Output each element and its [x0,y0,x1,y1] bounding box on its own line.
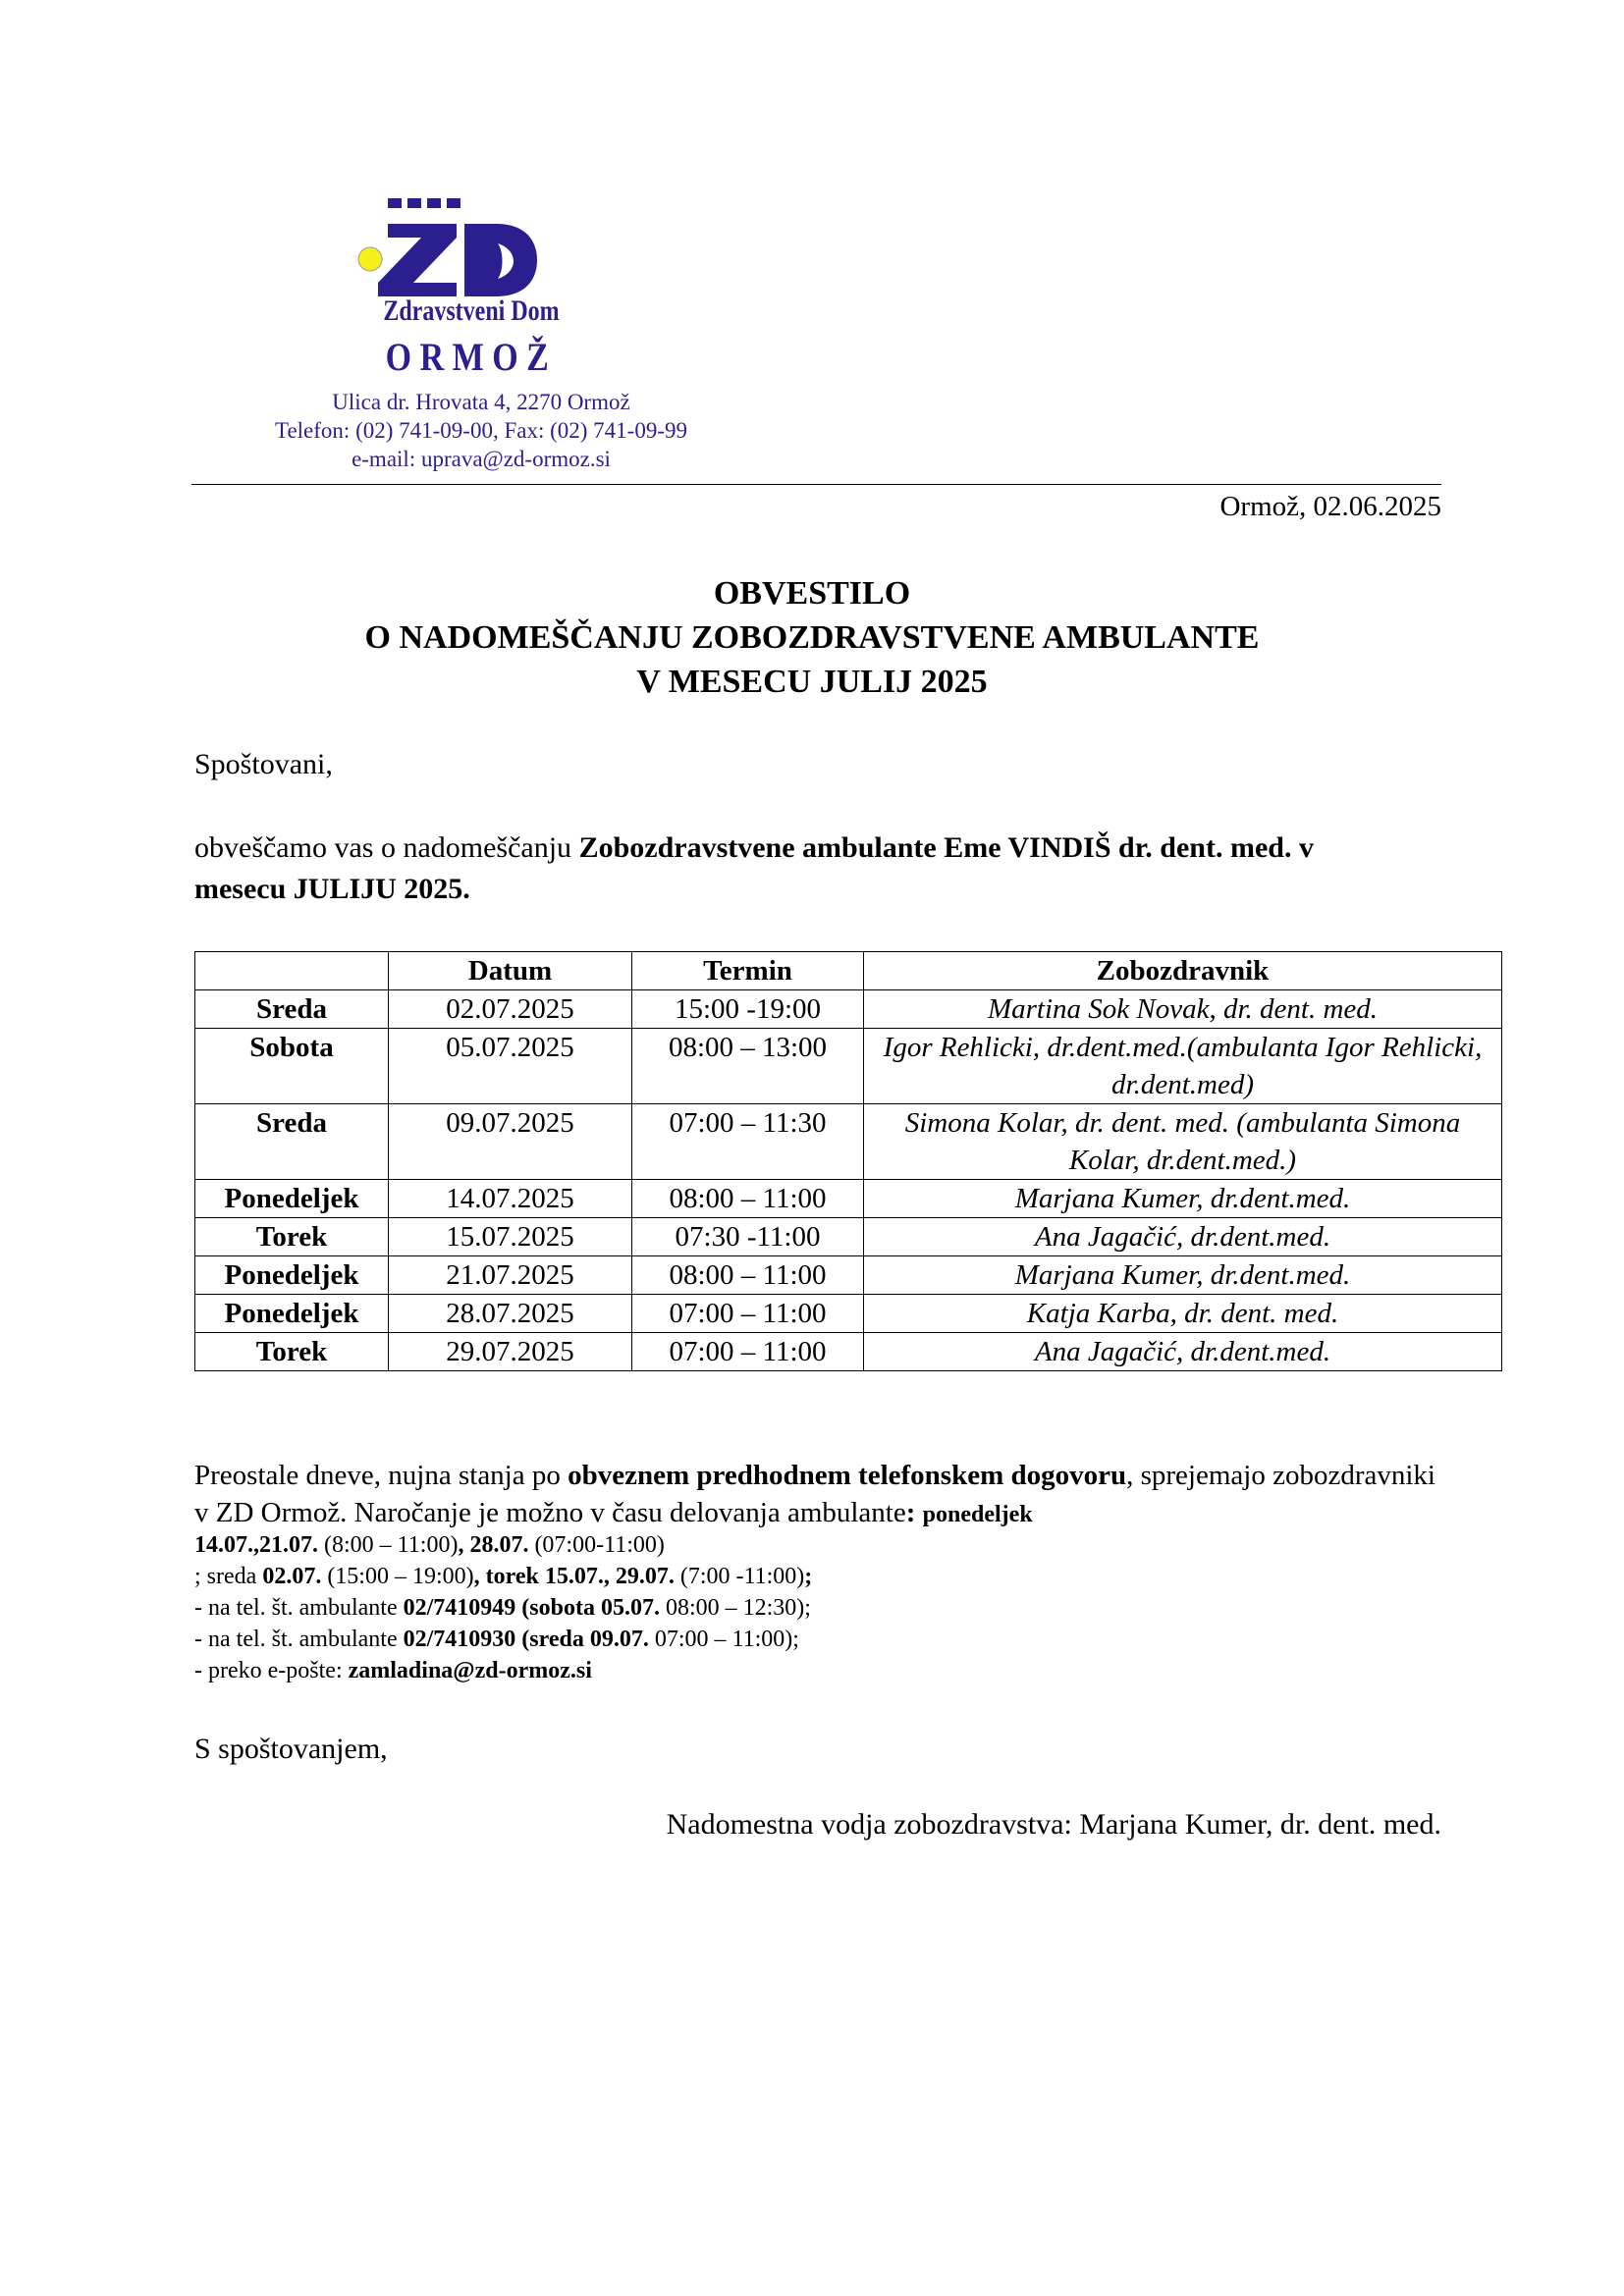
cell-day: Ponedeljek [195,1256,389,1295]
cell-date: 21.07.2025 [389,1256,632,1295]
cell-date: 15.07.2025 [389,1218,632,1256]
contact-line [194,1624,1446,1655]
header-dentist: Zobozdravnik [864,952,1502,990]
notice-colon: : [905,1497,923,1528]
cell-date: 02.07.2025 [389,990,632,1029]
text-fragment: - na tel. št. ambulante [194,1595,404,1621]
bold-fragment: , 28.07. [458,1532,529,1558]
table-header-row [195,952,1502,990]
cell-dentist: Simona Kolar, dr. dent. med. (ambulanta Simona Kolar, dr.dent.med.) [864,1104,1502,1180]
contact-line [194,1655,1446,1686]
text-fragment: 07:00 – 11:00); [648,1627,799,1652]
cell-time: 08:00 – 11:00 [632,1180,864,1218]
contact-line [194,1561,1446,1592]
org-name-line2: ORMOŽ [385,335,558,379]
bold-fragment: , torek 15.07., 29.07. [473,1564,675,1589]
title-line-3: V MESECU JULIJ 2025 [636,664,988,700]
cell-time: 07:00 – 11:00 [632,1295,864,1333]
cell-time: 07:00 – 11:00 [632,1333,864,1371]
cell-day: Ponedeljek [195,1180,389,1218]
bold-fragment: 02/7410949 (sobota 05.07. [403,1595,660,1621]
document-title [0,571,1624,704]
notice-text-2: , sprejemajo zobozdravniki v ZD Ormož. Naročanje je možno v času delovanja ambulante [194,1460,1435,1528]
salutation: Spoštovani, [194,748,333,780]
title-line-2: O NADOMEŠČANJU ZOBOZDRAVSTVENE AMBULANTE [364,619,1260,656]
cell-date: 29.07.2025 [389,1333,632,1371]
bold-fragment: 02.07. [262,1564,322,1589]
header-day [195,952,389,990]
schedule-table [194,951,1502,1371]
letterhead-address [196,388,766,473]
bold-fragment: ; [804,1564,813,1589]
cell-time: 15:00 -19:00 [632,990,864,1029]
notice-weekday: ponedeljek [922,1502,1033,1527]
signature: Nadomestna vodja zobozdravstva: Marjana Kumer, dr. dent. med. [666,1808,1441,1841]
cell-dentist: Katja Karba, dr. dent. med. [864,1295,1502,1333]
text-fragment: (7:00 -11:00) [674,1564,805,1589]
intro-bold-text: Zobozdravstvene ambulante Eme VINDIŠ dr. dent. med. v mesecu JULIJU 2025. [194,831,1314,905]
text-fragment: (15:00 – 19:00) [321,1564,474,1589]
cell-dentist: Igor Rehlicki, dr.dent.med.(ambulanta Igor Rehlicki, dr.dent.med) [864,1029,1502,1104]
table-row [195,1029,1502,1104]
cell-time: 07:30 -11:00 [632,1218,864,1256]
cell-date: 28.07.2025 [389,1295,632,1333]
intro-paragraph [194,828,1402,910]
cell-time: 08:00 – 13:00 [632,1029,864,1104]
header-time: Termin [632,952,864,990]
text-fragment: - na tel. št. ambulante [194,1627,404,1652]
contact-line [194,1592,1446,1624]
title-line-1: OBVESTILO [713,575,911,612]
table-row [195,1295,1502,1333]
cell-dentist: Ana Jagačić, dr.dent.med. [864,1218,1502,1256]
bold-fragment: 14.07.,21.07. [194,1532,318,1558]
document-date: Ormož, 02.06.2025 [1219,491,1441,522]
cell-dentist: Marjana Kumer, dr.dent.med. [864,1180,1502,1218]
cell-dentist: Martina Sok Novak, dr. dent. med. [864,990,1502,1029]
cell-dentist: Marjana Kumer, dr.dent.med. [864,1256,1502,1295]
address-line: Ulica dr. Hrovata 4, 2270 Ormož [332,390,630,414]
text-fragment: ; sreda [194,1564,263,1589]
notice-text: Preostale dneve, nujna stanja po [194,1460,568,1491]
contact-line [194,1529,1446,1561]
table-row [195,1104,1502,1180]
cell-day: Torek [195,1333,389,1371]
header-date: Datum [389,952,632,990]
cell-date: 05.07.2025 [389,1029,632,1104]
table-row [195,1218,1502,1256]
cell-day: Torek [195,1218,389,1256]
table-row [195,1180,1502,1218]
table-row [195,990,1502,1029]
cell-date: 14.07.2025 [389,1180,632,1218]
cell-date: 09.07.2025 [389,1104,632,1180]
bold-fragment: 02/7410930 (sreda 09.07. [403,1627,649,1652]
text-fragment: 08:00 – 12:30); [659,1595,811,1621]
text-fragment: - preko e-pošte: [194,1658,349,1683]
closing: S spoštovanjem, [194,1733,388,1765]
notice-paragraph [194,1457,1446,1533]
notice-bold-text: obveznem predhodnem telefonskem dogovoru [568,1460,1127,1491]
phone-fax-line: Telefon: (02) 741-09-00, Fax: (02) 741-09-99 [275,418,687,443]
text-fragment: (8:00 – 11:00) [318,1532,459,1558]
cell-day: Sobota [195,1029,389,1104]
cell-dentist: Ana Jagačić, dr.dent.med. [864,1333,1502,1371]
intro-text: obveščamo vas o nadomeščanju [194,831,579,864]
email-link[interactable]: zamladina@zd-ormoz.si [348,1658,592,1683]
cell-day: Sreda [195,1104,389,1180]
text-fragment: (07:00-11:00) [528,1532,665,1558]
cell-day: Sreda [195,990,389,1029]
header-divider [191,484,1441,485]
cell-time: 08:00 – 11:00 [632,1256,864,1295]
org-name-line1: Zdravstveni Dom [383,294,560,327]
cell-day: Ponedeljek [195,1295,389,1333]
table-row [195,1256,1502,1295]
contact-details [194,1529,1446,1686]
table-row [195,1333,1502,1371]
email-line: e-mail: uprava@zd-ormoz.si [352,447,611,471]
cell-time: 07:00 – 11:30 [632,1104,864,1180]
